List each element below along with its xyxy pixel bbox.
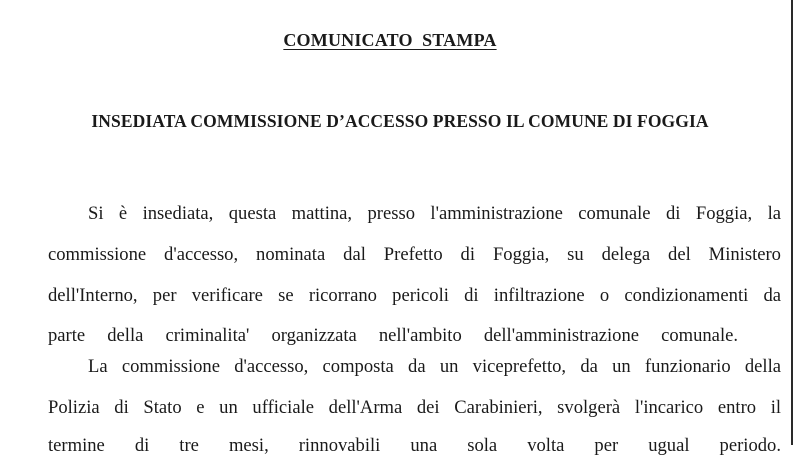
paragraph-2-line-3: termine di tre mesi, rinnovabili una sola volta per ugual periodo. <box>48 435 781 456</box>
paragraph-2-line-1: La commissione d'accesso, composta da un viceprefetto, da un funzionario della <box>88 356 782 377</box>
paragraph-1-line-4: parte della criminalita' organizzata nell'ambito dell'amministrazione comunale. <box>48 325 739 346</box>
page-edge-divider <box>791 0 793 445</box>
paragraph-2-line-2: Polizia di Stato e un ufficiale dell'Arma dei Carabinieri, svolgerà l'incarico entro il <box>48 397 782 418</box>
paragraph-1-line-2: commissione d'accesso, nominata dal Prefetto di Foggia, su delega del Ministero <box>48 244 781 265</box>
paragraph-1-line-3: dell'Interno, per verificare se ricorrano pericoli di infiltrazione o condizionamenti da <box>48 285 782 306</box>
document-title: COMUNICATO STAMPA <box>283 30 497 50</box>
document-subtitle: INSEDIATA COMMISSIONE D’ACCESSO PRESSO IL COMUNE DI FOGGIA <box>91 111 709 131</box>
paragraph-1-line-1: Si è insediata, questa mattina, presso l'amministrazione comunale di Foggia, la <box>88 203 781 224</box>
